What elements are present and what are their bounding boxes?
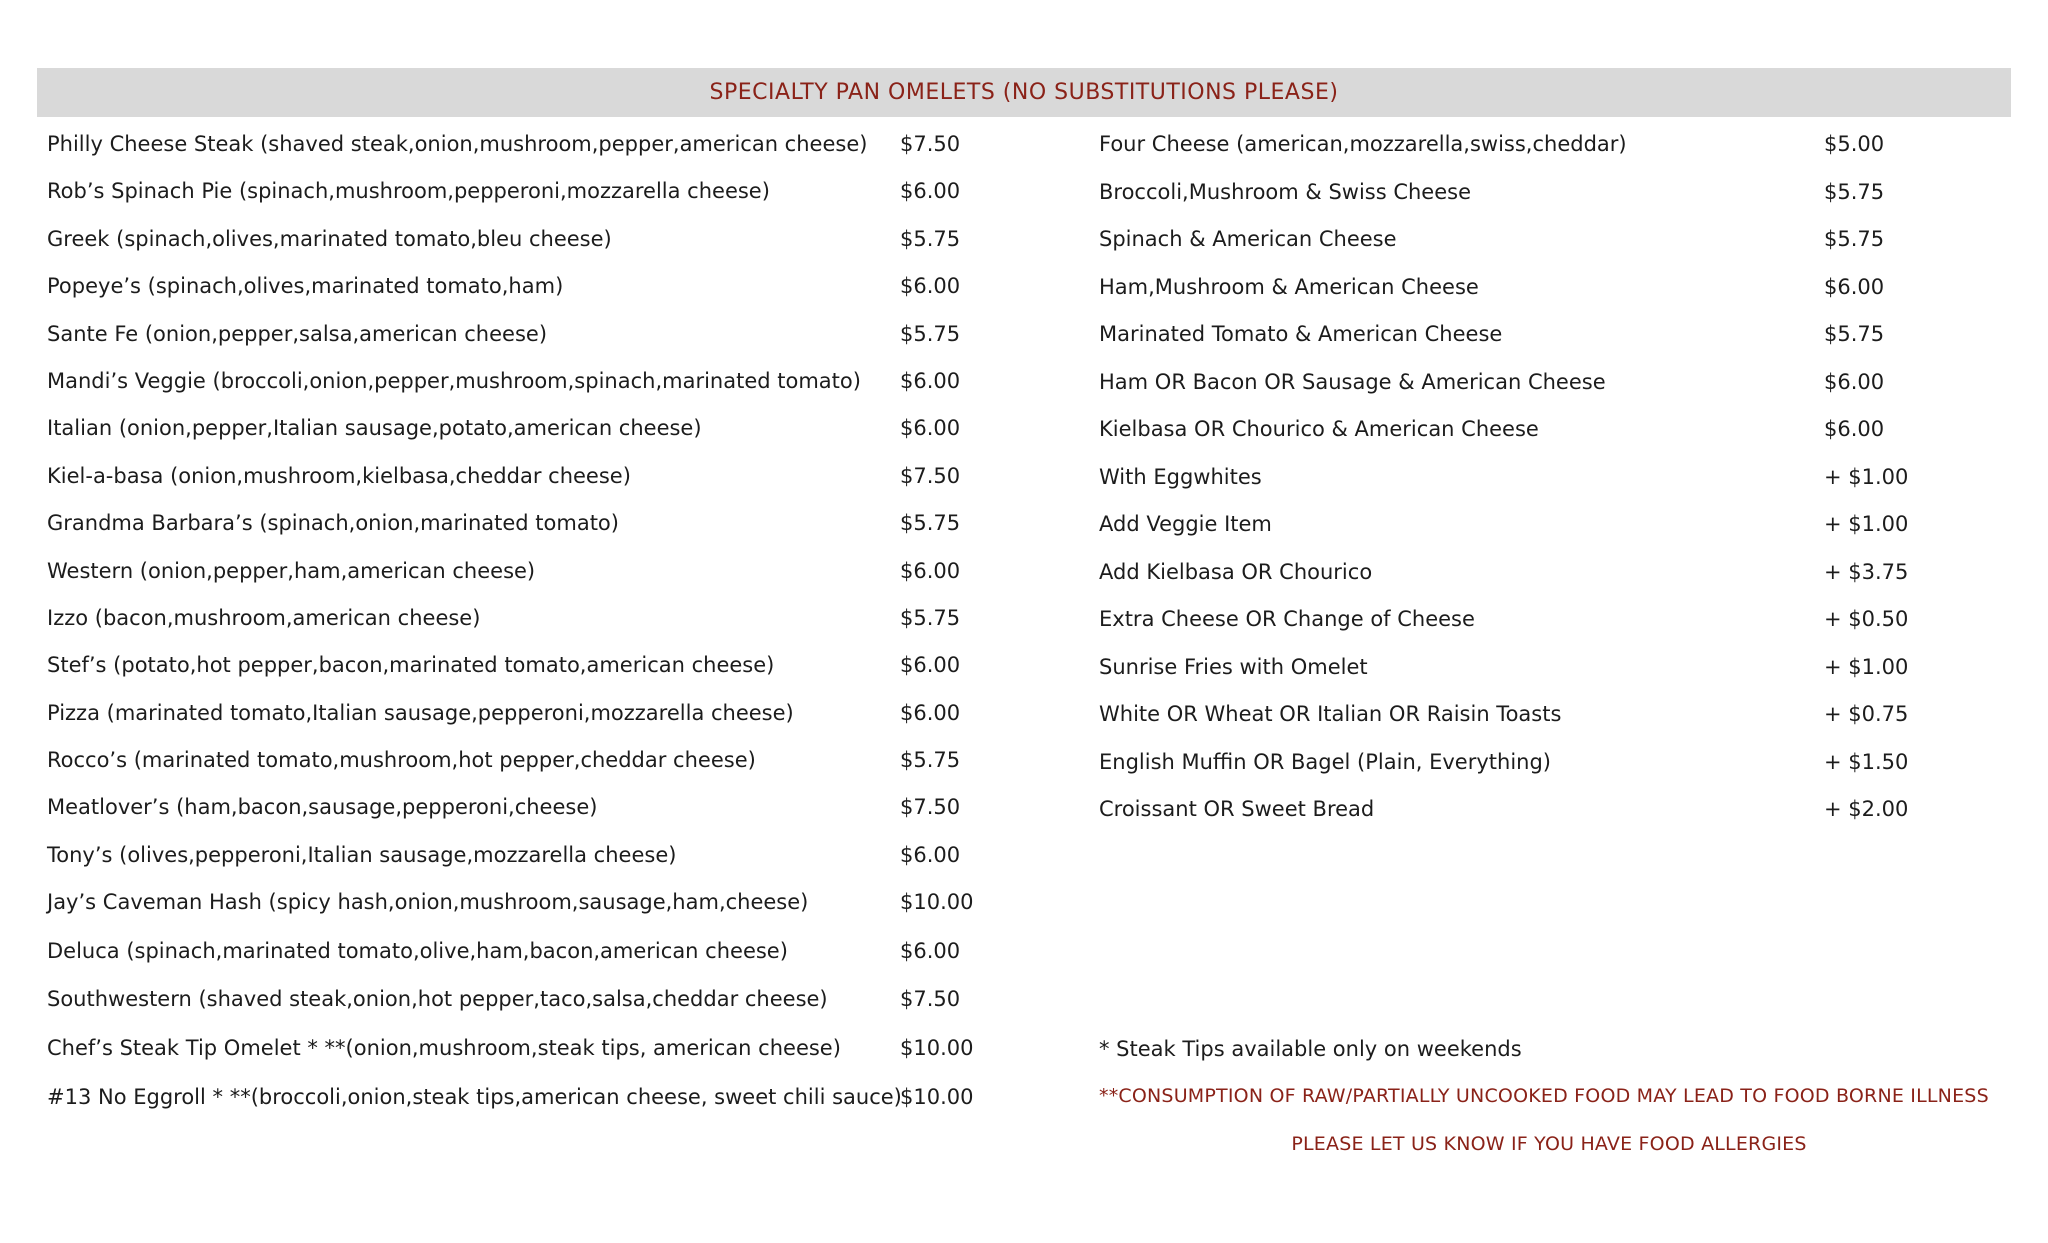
menu-item-name: Stef’s (potato,hot pepper,bacon,marinated tomato,american cheese) <box>47 653 775 678</box>
menu-item-name: Sante Fe (onion,pepper,salsa,american cheese) <box>47 321 548 346</box>
menu-item-name: Marinated Tomato & American Cheese <box>1099 322 1503 346</box>
menu-item-price: $6.00 <box>900 416 961 441</box>
menu-item-name: Sunrise Fries with Omelet <box>1099 654 1368 679</box>
menu-item-price: $5.75 <box>900 226 961 251</box>
menu-item-name: Add Veggie Item <box>1099 512 1272 536</box>
menu-item-name: Add Kielbasa OR Chourico <box>1099 559 1373 584</box>
menu-item <box>47 409 1007 456</box>
menu-item-name: White OR Wheat OR Italian OR Raisin Toasts <box>1099 702 1562 726</box>
menu-item <box>47 1029 1007 1078</box>
menu-item-price: $5.75 <box>900 511 961 536</box>
menu-item-name: English Muffin OR Bagel (Plain, Everything) <box>1099 749 1551 774</box>
menu-item-name: Rocco’s (marinated tomato,mushroom,hot pepper,cheddar cheese) <box>47 748 756 773</box>
menu-item-price: $7.50 <box>900 463 961 488</box>
menu-item <box>47 172 1007 219</box>
menu-item-name: Ham,Mushroom & American Cheese <box>1099 274 1479 299</box>
menu-item-price: $6.00 <box>1824 417 1885 441</box>
menu-item <box>47 220 1007 267</box>
menu-item-name: Philly Cheese Steak (shaved steak,onion,mushroom,pepper,american cheese) <box>47 132 868 156</box>
menu-item <box>47 504 1007 551</box>
menu-item-price: $5.00 <box>1824 132 1885 156</box>
menu-item <box>47 788 1007 835</box>
menu-item <box>47 694 1007 741</box>
menu-item-price: $6.00 <box>900 653 961 678</box>
menu-item <box>47 980 1007 1029</box>
menu-item-name: Four Cheese (american,mozzarella,swiss,cheddar) <box>1099 132 1627 156</box>
menu-item-name: With Eggwhites <box>1099 464 1262 489</box>
menu-item-name: Western (onion,pepper,ham,american cheese) <box>47 558 536 583</box>
menu-item-name: Kiel-a-basa (onion,mushroom,kielbasa,cheddar cheese) <box>47 463 631 488</box>
menu-item-name: Extra Cheese OR Change of Cheese <box>1099 607 1475 631</box>
menu-item-price: + $0.50 <box>1824 607 1909 631</box>
menu-item-price: $7.50 <box>900 795 961 820</box>
menu-item-name: Jay’s Caveman Hash (spicy hash,onion,mushroom,sausage,ham,cheese) <box>47 890 809 915</box>
menu-item <box>47 267 1007 314</box>
menu-item-name: Southwestern (shaved steak,onion,hot pepper,taco,salsa,cheddar cheese) <box>47 987 828 1012</box>
menu-item-price: $6.00 <box>900 368 961 393</box>
menu-item-name: Spinach & American Cheese <box>1099 227 1397 251</box>
menu-item <box>1099 363 1979 411</box>
menu-item <box>47 883 1007 932</box>
menu-item-price: $5.75 <box>1824 179 1885 204</box>
menu-item-name: Deluca (spinach,marinated tomato,olive,ham,bacon,american cheese) <box>47 938 788 963</box>
menu-item-price: $6.00 <box>900 558 961 583</box>
menu-item-name: Pizza (marinated tomato,Italian sausage,pepperoni,mozzarella cheese) <box>47 700 794 725</box>
menu-item <box>47 1078 1007 1127</box>
menu-item-name: Ham OR Bacon OR Sausage & American Cheese <box>1099 369 1606 394</box>
menu-item-price: + $1.00 <box>1824 512 1909 536</box>
menu-item-price: $5.75 <box>900 605 961 630</box>
omelet-list-left <box>47 125 1007 1126</box>
menu-item-price: $5.75 <box>900 321 961 346</box>
menu-item <box>1099 458 1979 506</box>
menu-item <box>47 599 1007 646</box>
menu-item <box>47 125 1007 172</box>
menu-item-price: + $1.00 <box>1824 654 1909 679</box>
menu-item <box>47 836 1007 883</box>
menu-item-price: + $1.50 <box>1824 749 1909 774</box>
menu-item-name: Croissant OR Sweet Bread <box>1099 797 1375 821</box>
menu-item-name: Popeye’s (spinach,olives,marinated tomato,ham) <box>47 274 564 299</box>
menu-item <box>1099 505 1979 553</box>
menu-item-price: $7.50 <box>900 987 961 1012</box>
menu-item <box>47 315 1007 362</box>
menu-item-price: + $0.75 <box>1824 702 1909 726</box>
menu-item-price: + $2.00 <box>1824 797 1909 821</box>
menu-item-name: Rob’s Spinach Pie (spinach,mushroom,pepperoni,mozzarella cheese) <box>47 179 770 204</box>
menu-item <box>1099 315 1979 363</box>
menu-item-price: + $1.00 <box>1824 464 1909 489</box>
menu-item-price: $5.75 <box>1824 322 1885 346</box>
menu-item-name: Meatlover’s (ham,bacon,sausage,pepperoni,cheese) <box>47 795 598 820</box>
menu-item <box>47 646 1007 693</box>
menu-item-price: $7.50 <box>900 132 961 156</box>
menu-item-price: $5.75 <box>1824 227 1885 251</box>
menu-item <box>1099 173 1979 221</box>
menu-item-name: Kielbasa OR Chourico & American Cheese <box>1099 417 1539 441</box>
menu-item-name: Tony’s (olives,pepperoni,Italian sausage,mozzarella cheese) <box>47 842 677 867</box>
menu-item-price: $6.00 <box>1824 369 1885 394</box>
menu-item-name: #13 No Eggroll * **(broccoli,onion,steak tips,american cheese, sweet chili sauce) <box>47 1084 902 1109</box>
menu-item <box>1099 553 1979 601</box>
menu-item <box>1099 648 1979 696</box>
menu-item-price: $6.00 <box>900 179 961 204</box>
menu-item-price: $6.00 <box>900 700 961 725</box>
menu-item <box>47 741 1007 788</box>
menu-item-price: $10.00 <box>900 890 974 915</box>
menu-item <box>1099 125 1979 173</box>
menu-item-name: Italian (onion,pepper,Italian sausage,potato,american cheese) <box>47 416 702 441</box>
menu-item-price: $5.75 <box>900 748 961 773</box>
menu-item <box>1099 220 1979 268</box>
menu-item <box>47 932 1007 981</box>
menu-item <box>47 552 1007 599</box>
menu-item-name: Broccoli,Mushroom & Swiss Cheese <box>1099 179 1472 204</box>
steak-tips-note: * Steak Tips available only on weekends <box>1099 1037 1522 1061</box>
menu-item <box>1099 790 1979 838</box>
menu-item-price: $10.00 <box>900 1084 974 1109</box>
menu-item-price: $6.00 <box>900 938 961 963</box>
raw-food-warning: **CONSUMPTION OF RAW/PARTIALLY UNCOOKED FOOD MAY LEAD TO FOOD BORNE ILLNESS <box>1099 1085 1989 1107</box>
menu-item <box>47 457 1007 504</box>
menu-item <box>1099 600 1979 648</box>
menu-item-name: Greek (spinach,olives,marinated tomato,bleu cheese) <box>47 226 612 251</box>
menu-item-price: $6.00 <box>900 274 961 299</box>
section-header-bar <box>37 68 2011 117</box>
menu-item-price: $6.00 <box>900 842 961 867</box>
menu-item <box>1099 743 1979 791</box>
menu-item <box>1099 410 1979 458</box>
menu-item-price: $10.00 <box>900 1036 974 1061</box>
menu-item-name: Grandma Barbara’s (spinach,onion,marinated tomato) <box>47 511 619 536</box>
menu-item-name: Chef’s Steak Tip Omelet * **(onion,mushroom,steak tips, american cheese) <box>47 1036 841 1061</box>
allergy-notice: PLEASE LET US KNOW IF YOU HAVE FOOD ALLERGIES <box>1291 1133 1807 1155</box>
menu-item-price: + $3.75 <box>1824 559 1909 584</box>
menu-item <box>1099 695 1979 743</box>
omelet-list-right <box>1099 125 1979 838</box>
menu-item <box>47 362 1007 409</box>
menu-item <box>1099 268 1979 316</box>
menu-item-name: Izzo (bacon,mushroom,american cheese) <box>47 605 481 630</box>
menu-item-name: Mandi’s Veggie (broccoli,onion,pepper,mushroom,spinach,marinated tomato) <box>47 368 861 393</box>
menu-item-price: $6.00 <box>1824 274 1885 299</box>
section-title: SPECIALTY PAN OMELETS (NO SUBSTITUTIONS PLEASE) <box>709 80 1339 105</box>
